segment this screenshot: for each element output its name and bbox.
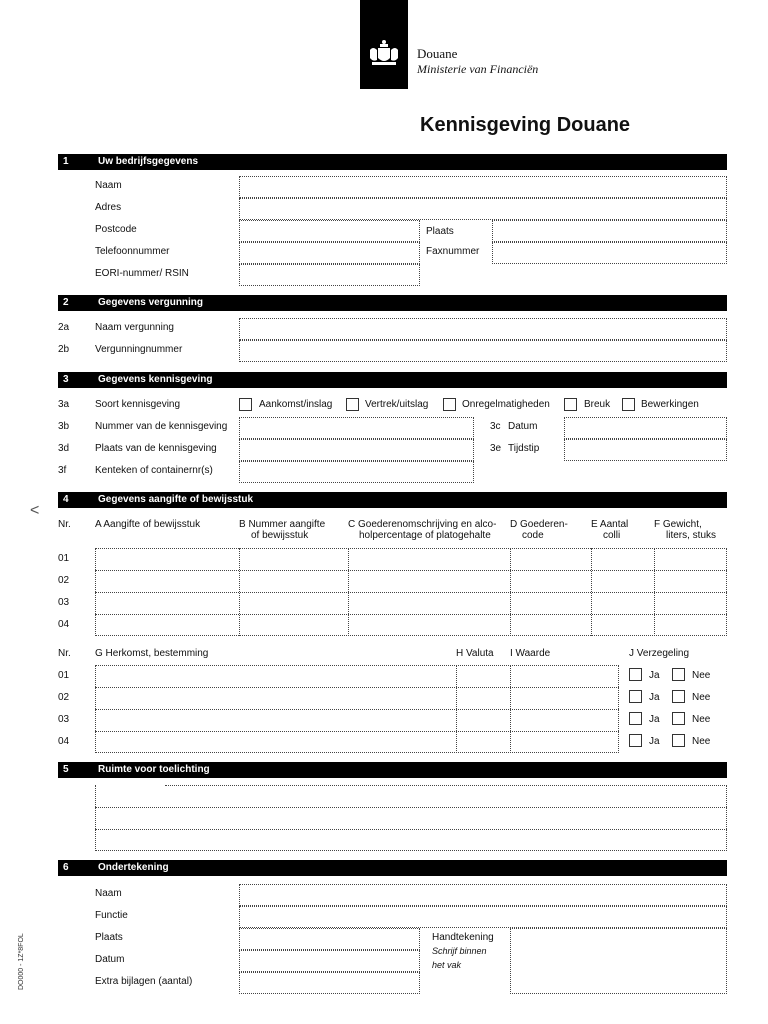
table-row-number: 01 [58,670,70,681]
section-5-header [58,762,727,778]
col-d-header-2: code [522,530,544,541]
plaats-field[interactable] [492,220,727,242]
eori-label: EORI-nummer/ RSIN [95,268,189,279]
col-c-header-2: holpercentage of platogehalte [359,530,491,541]
adres-field[interactable] [239,198,727,220]
onderteken-datum-field[interactable] [239,950,420,972]
col-g-header: G Herkomst, bestemming [95,648,209,659]
handtekening-label: Handtekening [432,932,494,943]
soort-kennisgeving-label: Soort kennisgeving [95,399,181,410]
vergunningnummer-label: Vergunningnummer [95,344,183,355]
section-number: 5 [63,764,69,775]
coat-of-arms-icon [360,0,408,89]
table-row-number: 03 [58,714,70,725]
tijdstip-label: Tijdstip [508,443,540,454]
table-col-divider [510,665,511,753]
functie-label: Functie [95,910,128,921]
table-row-number: 01 [58,553,70,564]
section-title: Uw bedrijfsgegevens [98,156,199,167]
postcode-label: Postcode [95,224,137,235]
naam-label: Naam [95,180,122,191]
nummer-kennisgeving-field[interactable] [239,417,474,439]
onderteken-naam-label: Naam [95,888,122,899]
table-col-divider [348,548,349,636]
table-row-divider [95,592,727,593]
row-number: 3e [490,443,502,454]
ministry-name: Ministerie van Financiën [417,62,539,76]
section-title: Ondertekening [98,862,169,873]
ja-label: Ja [649,692,660,703]
section-title: Gegevens aangifte of bewijsstuk [98,494,254,505]
table-row-number: 02 [58,692,70,703]
plaats-kennisgeving-label: Plaats van de kennisgeving [95,443,217,454]
table-row-divider [95,614,727,615]
onregelmatigheden-option-label: Onregelmatigheden [462,399,550,410]
table-row-number: 02 [58,575,70,586]
col-i-header: I Waarde [510,648,551,659]
onderteken-naam-field[interactable] [239,884,727,906]
row-number: 3f [58,465,67,476]
breuk-option-label: Breuk [584,399,611,410]
section-6-header [58,860,727,876]
section-number: 1 [63,156,69,167]
col-h-header: H Valuta [456,648,494,659]
row-number: 3d [58,443,70,454]
section-number: 6 [63,862,69,873]
table-row-divider [95,570,727,571]
naam-field[interactable] [239,176,727,198]
onderteken-plaats-field[interactable] [239,928,420,950]
logo-block [360,0,408,89]
ja-checkbox[interactable] [629,712,642,725]
ja-label: Ja [649,714,660,725]
table-col-divider [654,548,655,636]
col-e-header: E Aantal [591,519,629,530]
row-number: 2b [58,344,70,355]
eori-field[interactable] [239,264,420,286]
table-row-divider [95,687,619,688]
col-c-header: C Goederenomschrijving en alco- [348,519,497,530]
ja-checkbox[interactable] [629,734,642,747]
breuk-checkbox[interactable] [564,398,577,411]
nr-header-2: Nr. [58,648,71,659]
aankomst-option-label: Aankomst/inslag [259,399,333,410]
ja-label: Ja [649,736,660,747]
plaats-label: Plaats [426,226,454,237]
col-d-header: D Goederen- [510,519,568,530]
handtekening-hint: Schrijf binnen [432,946,487,956]
table-row-number: 04 [58,736,70,747]
section-3-header [58,372,727,388]
col-f-header: F Gewicht, [654,519,702,530]
table-col-divider [456,665,457,753]
row-number: 3a [58,399,70,410]
vergunningnummer-field[interactable] [239,340,727,362]
ja-label: Ja [649,670,660,681]
table-row-number: 04 [58,619,70,630]
nee-label: Nee [692,736,711,747]
nummer-kennisgeving-label: Nummer van de kennisgeving [95,421,228,432]
ja-checkbox[interactable] [629,690,642,703]
datum-label: Datum [508,421,538,432]
section-number: 4 [63,494,69,505]
tijdstip-field[interactable] [564,439,727,461]
kenteken-label: Kenteken of containernr(s) [95,465,213,476]
toelichting-line [95,807,727,808]
nee-label: Nee [692,692,711,703]
row-number: 2a [58,322,70,333]
bijlagen-label: Extra bijlagen (aantal) [95,976,193,987]
nee-label: Nee [692,670,711,681]
table-row-divider [95,731,619,732]
naam-vergunning-label: Naam vergunning [95,322,174,333]
vertrek-checkbox[interactable] [346,398,359,411]
form-code: DO000 - 1Z*8FOL [18,933,25,990]
table-col-divider [510,548,511,636]
org-name: Douane [417,46,458,61]
onderteken-datum-label: Datum [95,954,125,965]
col-j-header: J Verzegeling [629,648,690,659]
col-b-header-2: of bewijsstuk [251,530,309,541]
onregelmatigheden-checkbox[interactable] [443,398,456,411]
adres-label: Adres [95,202,122,213]
table-row-number: 03 [58,597,70,608]
col-a-header: A Aangifte of bewijsstuk [95,519,201,530]
table-col-divider [239,548,240,636]
section-2-header [58,295,727,311]
vertrek-option-label: Vertrek/uitslag [365,399,429,410]
col-e-header-2: colli [603,530,621,541]
row-number: 3c [490,421,501,432]
onderteken-plaats-label: Plaats [95,932,123,943]
nr-header: Nr. [58,519,71,530]
section-title: Gegevens vergunning [98,297,204,308]
postcode-field[interactable] [239,220,420,242]
row-number: 3b [58,421,70,432]
col-f-header-2: liters, stuks [666,530,717,541]
ja-checkbox[interactable] [629,668,642,681]
section-number: 2 [63,297,69,308]
fold-mark: < [30,502,40,519]
nee-checkbox[interactable] [672,734,685,747]
datum-field[interactable] [564,417,727,439]
section-4-header [58,492,727,508]
page-title: Kennisgeving Douane [420,114,631,136]
handtekening-field[interactable] [510,928,727,994]
toelichting-field[interactable] [95,785,727,851]
fax-label: Faxnummer [426,246,480,257]
section-number: 3 [63,374,69,385]
bewerkingen-option-label: Bewerkingen [641,399,699,410]
col-b-header: B Nummer aangifte [239,519,326,530]
bewerkingen-checkbox[interactable] [622,398,635,411]
fax-field[interactable] [492,242,727,264]
table-col-divider [591,548,592,636]
section-title: Ruimte voor toelichting [98,764,210,775]
nee-label: Nee [692,714,711,725]
section-title: Gegevens kennisgeving [98,374,213,385]
functie-field[interactable] [239,906,727,928]
nee-checkbox[interactable] [672,668,685,681]
toelichting-line [95,829,727,830]
section-1-header [58,154,727,170]
telefoon-field[interactable] [239,242,420,264]
kenteken-field[interactable] [239,461,474,483]
naam-vergunning-field[interactable] [239,318,727,340]
nee-checkbox[interactable] [672,712,685,725]
telefoon-label: Telefoonnummer [95,246,170,257]
plaats-kennisgeving-field[interactable] [239,439,474,461]
nee-checkbox[interactable] [672,690,685,703]
aankomst-checkbox[interactable] [239,398,252,411]
handtekening-hint-2: het vak [432,960,462,970]
bijlagen-field[interactable] [239,972,420,994]
table-row-divider [95,709,619,710]
